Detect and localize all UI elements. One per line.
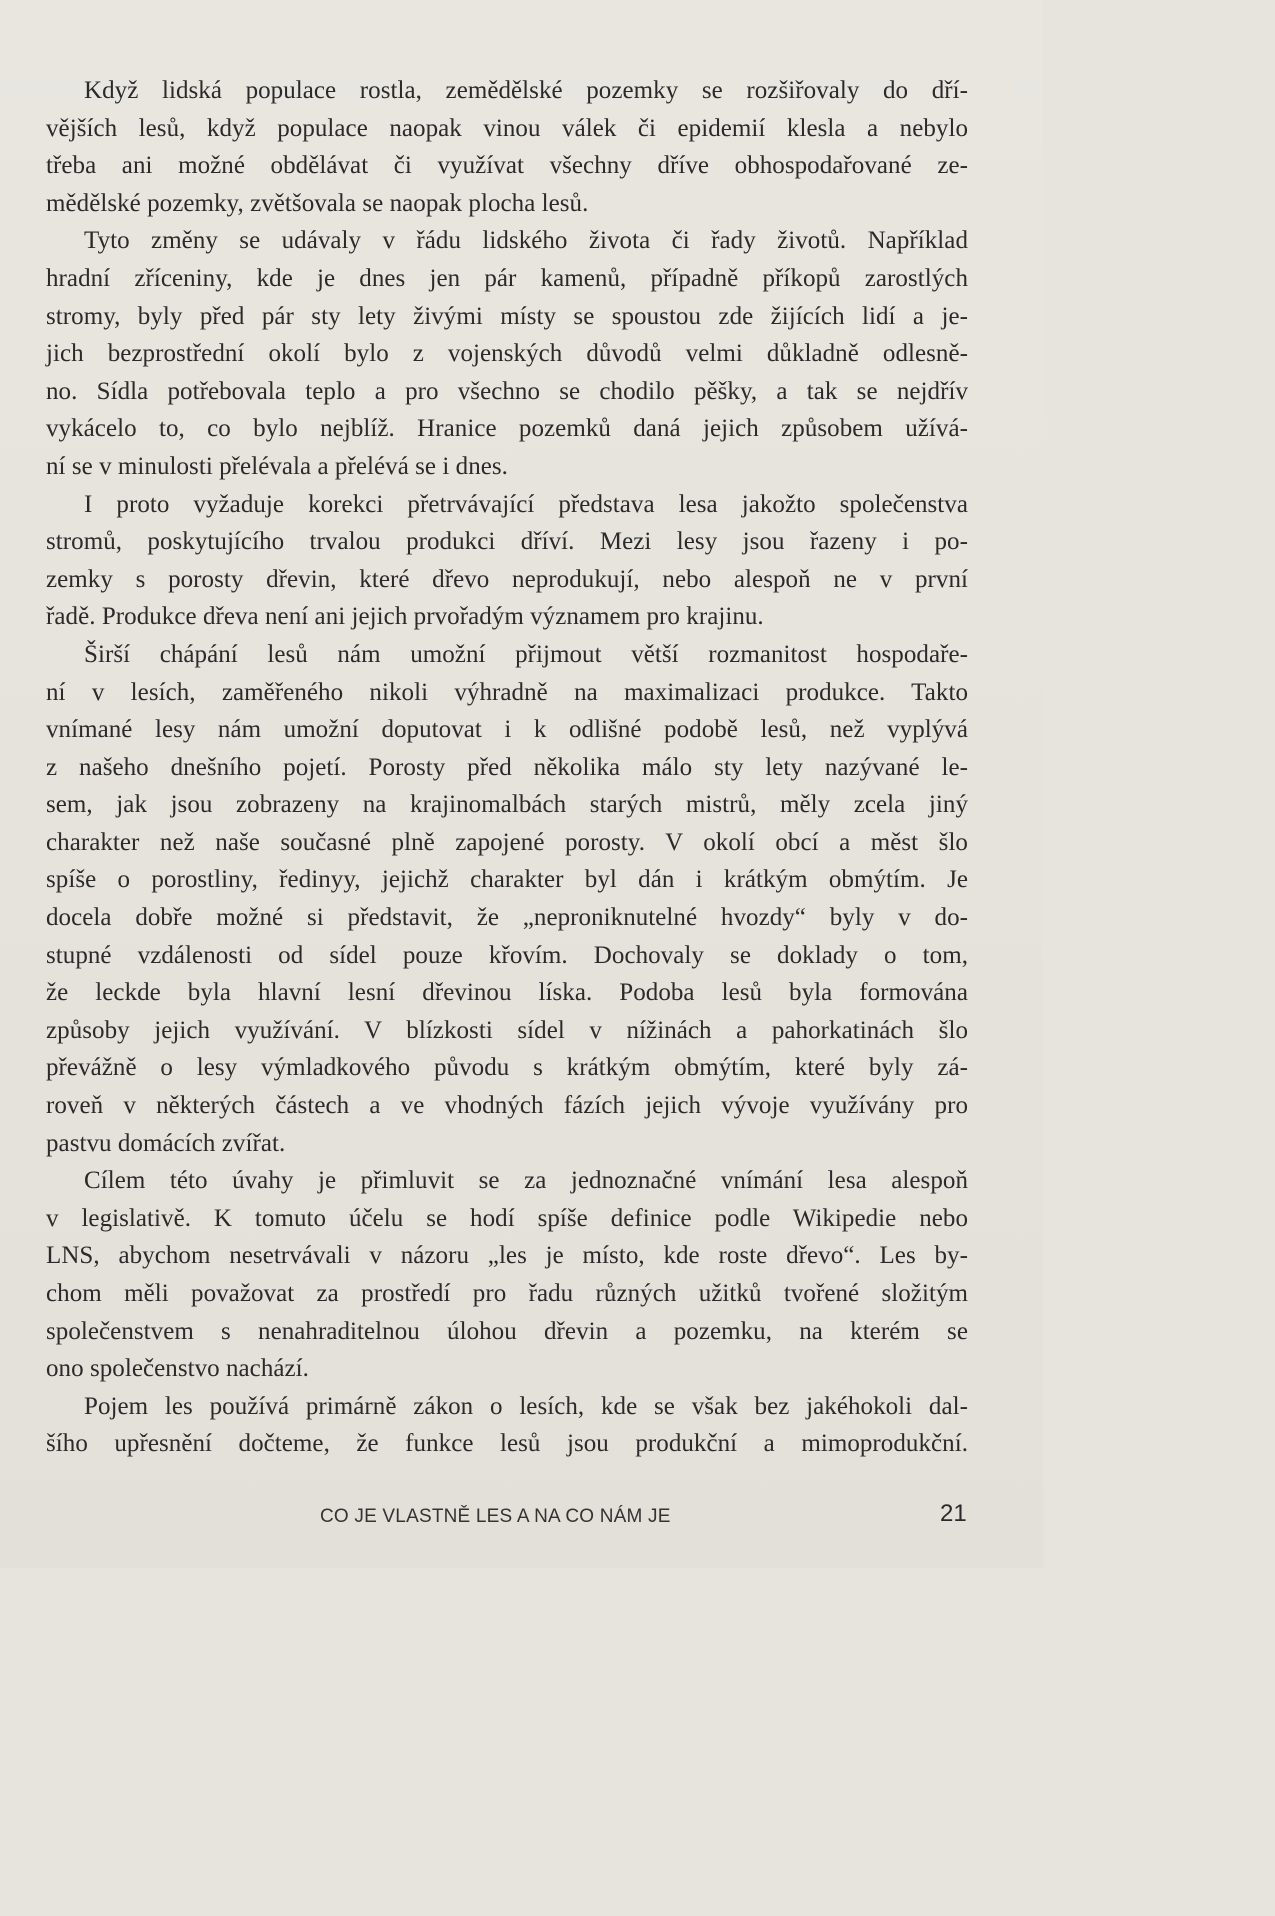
text-line: vykácelo to, co bylo nejblíž. Hranice pozemků daná jejich způsobem užívá-: [46, 415, 968, 443]
text-line: zemky s porosty dřevin, které dřevo neprodukují, nebo alespoň ne v první: [46, 565, 968, 593]
text-line: charakter než naše současné plně zapojené porosty. V okolí obcí a měst šlo: [46, 828, 968, 856]
text-line: převážně o lesy výmladkového původu s krátkým obmýtím, které byly zá-: [46, 1054, 968, 1082]
page-footer: [0, 1502, 1043, 1542]
text-line: Pojem les používá primárně zákon o lesích, kde se však bez jakéhokoli dal-: [84, 1392, 968, 1420]
page-number: 21: [940, 1500, 967, 1527]
text-line: třeba ani možné obdělávat či využívat všechny dříve obhospodařované ze-: [46, 152, 968, 180]
text-line: Tyto změny se udávaly v řádu lidského života či řady životů. Například: [84, 227, 968, 255]
text-line: v legislativě. K tomuto účelu se hodí spíše definice podle Wikipedie nebo: [46, 1204, 968, 1232]
text-line: stromy, byly před pár sty lety živými místy se spoustou zde žijících lidí a je-: [46, 302, 968, 330]
body-text: [46, 72, 968, 1463]
text-line: Širší chápání lesů nám umožní přijmout větší rozmanitost hospodaře-: [84, 640, 968, 668]
text-line: no. Sídla potřebovala teplo a pro všechno se chodilo pěšky, a tak se nejdřív: [46, 377, 968, 405]
running-head: CO JE VLASTNĚ LES A NA CO NÁM JE: [320, 1506, 671, 1527]
text-line: ono společenstvo nachází.: [46, 1355, 309, 1383]
text-line: chom měli považovat za prostředí pro řadu různých užitků tvořené složitým: [46, 1280, 968, 1307]
text-line: z našeho dnešního pojetí. Porosty před několika málo sty lety nazývané le-: [46, 753, 968, 781]
text-line: stupné vzdálenosti od sídel pouze křovím. Dochovaly se doklady o tom,: [46, 941, 968, 969]
text-line: stromů, poskytujícího trvalou produkci dříví. Mezi lesy jsou řazeny i po-: [46, 528, 968, 556]
text-line: vějších lesů, když populace naopak vinou válek či epidemií klesla a nebylo: [46, 114, 968, 142]
text-line: docela dobře možné si představit, že „neproniknutelné hvozdy“ byly v do-: [46, 904, 968, 932]
text-line: Cílem této úvahy je přimluvit se za jednoznačné vnímání lesa alespoň: [84, 1167, 968, 1195]
text-line: I proto vyžaduje korekci přetrvávající představa lesa jakožto společenstva: [84, 490, 968, 518]
text-line: ní se v minulosti přelévala a přelévá se i dnes.: [46, 452, 508, 480]
text-line: způsoby jejich využívání. V blízkosti sídel v nížinách a pahorkatinách šlo: [46, 1016, 968, 1044]
text-line: ní v lesích, zaměřeného nikoli výhradně na maximalizaci produkce. Takto: [46, 678, 968, 706]
text-line: jich bezprostřední okolí bylo z vojenských důvodů velmi důkladně odlesně-: [46, 340, 968, 368]
text-line: hradní zříceniny, kde je dnes jen pár kamenů, případně příkopů zarostlých: [46, 264, 968, 292]
text-line: řadě. Produkce dřeva není ani jejich prvořadým významem pro krajinu.: [46, 603, 764, 631]
text-line: roveň v některých částech a ve vhodných fázích jejich vývoje využívány pro: [46, 1092, 968, 1120]
text-line: sem, jak jsou zobrazeny na krajinomalbách starých mistrů, měly zcela jiný: [46, 791, 968, 819]
text-line: LNS, abychom nesetrvávali v názoru „les je místo, kde roste dřevo“. Les by-: [46, 1242, 968, 1270]
text-line: že leckde byla hlavní lesní dřevinou líska. Podoba lesů byla formována: [46, 979, 968, 1007]
text-line: společenstvem s nenahraditelnou úlohou dřevin a pozemku, na kterém se: [46, 1317, 968, 1345]
text-line: spíše o porostliny, ředinyy, jejichž charakter byl dán i krátkým obmýtím. Je: [46, 866, 968, 894]
text-line: vnímané lesy nám umožní doputovat i k odlišné podobě lesů, než vyplývá: [46, 716, 968, 744]
text-line: pastvu domácích zvířat.: [46, 1129, 286, 1157]
text-line: mědělské pozemky, zvětšovala se naopak plocha lesů.: [46, 189, 589, 217]
text-line: Když lidská populace rostla, zemědělské pozemky se rozšiřovaly do dří-: [84, 77, 968, 104]
text-line: šího upřesnění dočteme, že funkce lesů jsou produkční a mimoprodukční.: [46, 1430, 968, 1458]
